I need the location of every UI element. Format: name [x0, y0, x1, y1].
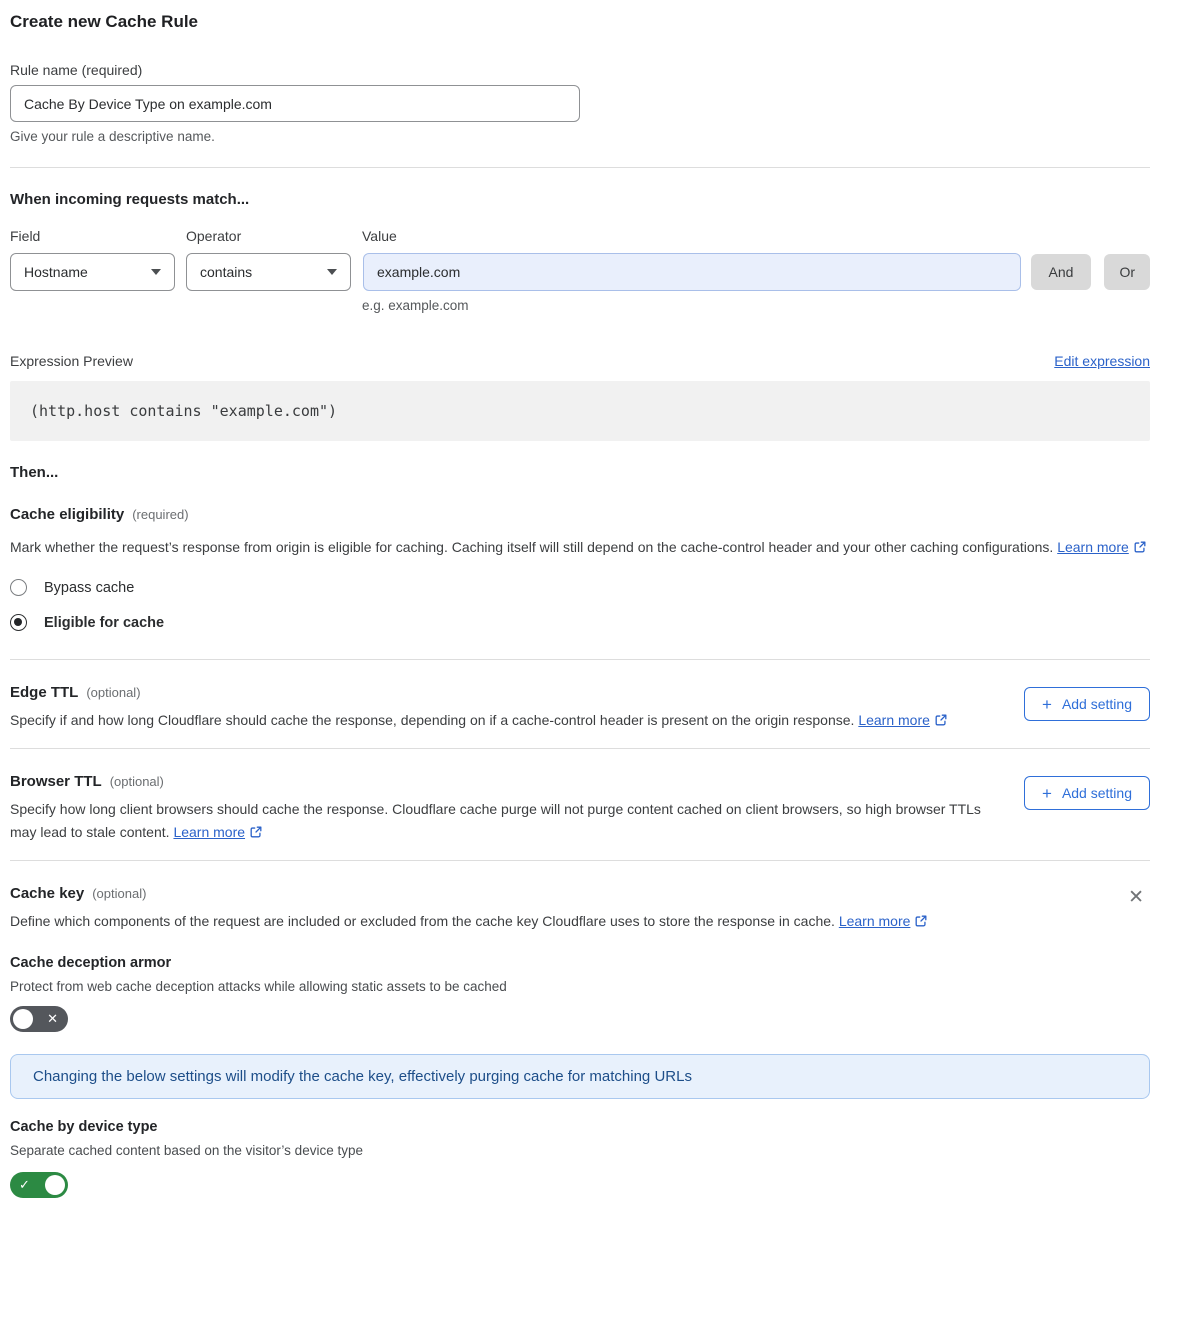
browser-ttl-title: Browser TTL	[10, 773, 102, 790]
plus-icon: +	[1042, 694, 1052, 714]
external-link-icon	[1133, 540, 1147, 554]
matcher-row	[10, 253, 1150, 291]
learn-more-link[interactable]: Learn more	[858, 712, 930, 728]
edge-ttl-title: Edge TTL	[10, 684, 79, 701]
browser-ttl-badge: (optional)	[109, 774, 164, 789]
cache-key-title: Cache key	[10, 885, 85, 902]
rule-name-label: Rule name (required)	[10, 62, 143, 78]
cache-key-section	[10, 885, 1150, 933]
page-title: Create new Cache Rule	[10, 12, 199, 31]
browser-ttl-add-setting-button[interactable]: + Add setting	[1024, 776, 1150, 810]
edge-ttl-badge: (optional)	[86, 685, 141, 700]
radio-icon	[10, 579, 27, 596]
or-button[interactable]: Or	[1104, 254, 1150, 290]
cache-eligibility-title: Cache eligibility	[10, 506, 125, 523]
cache-eligibility-badge: (required)	[132, 507, 189, 522]
edge-ttl-add-setting-button[interactable]: + Add setting	[1024, 687, 1150, 721]
chevron-down-icon	[327, 269, 337, 275]
expression-code: (http.host contains "example.com")	[10, 381, 1150, 441]
value-label: Value	[362, 228, 397, 244]
browser-ttl-section	[10, 773, 1150, 844]
toggle-off-x-icon: ✕	[47, 1011, 58, 1026]
field-select[interactable]	[10, 253, 175, 291]
matcher-column-labels	[10, 228, 1150, 244]
learn-more-link[interactable]: Learn more	[173, 824, 246, 840]
match-section-heading: When incoming requests match...	[10, 191, 250, 208]
radio-label: Bypass cache	[44, 579, 135, 596]
radio-option-bypass-cache[interactable]	[10, 579, 1150, 596]
cache-key-warning-banner: Changing the below settings will modify the cache key, effectively purging cache for matching URLs	[10, 1054, 1150, 1099]
rule-name-input[interactable]	[10, 85, 580, 122]
radio-label: Eligible for cache	[44, 614, 165, 631]
external-link-icon	[914, 914, 928, 928]
plus-icon: +	[1042, 783, 1052, 803]
browser-ttl-description: Specify how long client browsers should cache the response. Cloudflare cache purge will not purge content cached on client browsers, so high browser TTLs may lead to stale content. Learn more	[10, 801, 981, 840]
then-heading: Then...	[10, 464, 59, 481]
toggle-on-check-icon: ✓	[19, 1177, 30, 1192]
radio-selected-icon	[10, 614, 27, 631]
divider	[10, 748, 1150, 749]
toggle-knob	[13, 1009, 33, 1029]
edge-ttl-section	[10, 684, 1150, 732]
field-label: Field	[10, 228, 41, 244]
operator-select-value: contains	[200, 264, 253, 280]
learn-more-link[interactable]: Learn more	[838, 913, 911, 929]
divider	[10, 659, 1150, 660]
cache-deception-armor-toggle[interactable]	[10, 1006, 68, 1032]
cache-key-description: Define which components of the request are included or excluded from the cache key Cloudflare uses to store the response in cache. Learn more	[10, 910, 1000, 933]
operator-label: Operator	[186, 228, 242, 244]
external-link-icon	[934, 713, 948, 727]
edit-expression-link[interactable]: Edit expression	[1054, 353, 1150, 369]
toggle-knob	[45, 1175, 65, 1195]
external-link-icon	[249, 825, 263, 839]
cache-by-device-type-title: Cache by device type	[10, 1119, 158, 1135]
close-icon[interactable]: ✕	[1122, 887, 1150, 908]
chevron-down-icon	[151, 269, 161, 275]
cache-by-device-type-description: Separate cached content based on the visitor’s device type	[10, 1143, 363, 1158]
radio-option-eligible-for-cache[interactable]	[10, 614, 1150, 631]
cache-deception-armor-description: Protect from web cache deception attacks while allowing static assets to be cached	[10, 979, 507, 994]
edge-ttl-description: Specify if and how long Cloudflare should cache the response, depending on if a cache-control header is present on the origin response. Learn more	[10, 709, 994, 732]
cache-deception-armor-title: Cache deception armor	[10, 955, 172, 971]
cache-eligibility-description: Mark whether the request’s response from origin is eligible for caching. Caching itself will still depend on the cache-control header and your other caching configurations. Learn more	[10, 536, 1150, 559]
divider	[10, 860, 1150, 861]
and-button[interactable]: And	[1031, 254, 1092, 290]
cache-key-badge: (optional)	[92, 886, 147, 901]
divider	[10, 167, 1150, 168]
cache-by-device-type-toggle[interactable]	[10, 1172, 68, 1198]
value-help: e.g. example.com	[362, 298, 469, 313]
expression-preview-label: Expression Preview	[10, 353, 133, 369]
field-select-value: Hostname	[24, 264, 88, 280]
operator-select[interactable]	[186, 253, 351, 291]
rule-name-help: Give your rule a descriptive name.	[10, 129, 215, 144]
value-input[interactable]	[363, 253, 1021, 291]
learn-more-link[interactable]: Learn more	[1057, 539, 1129, 555]
